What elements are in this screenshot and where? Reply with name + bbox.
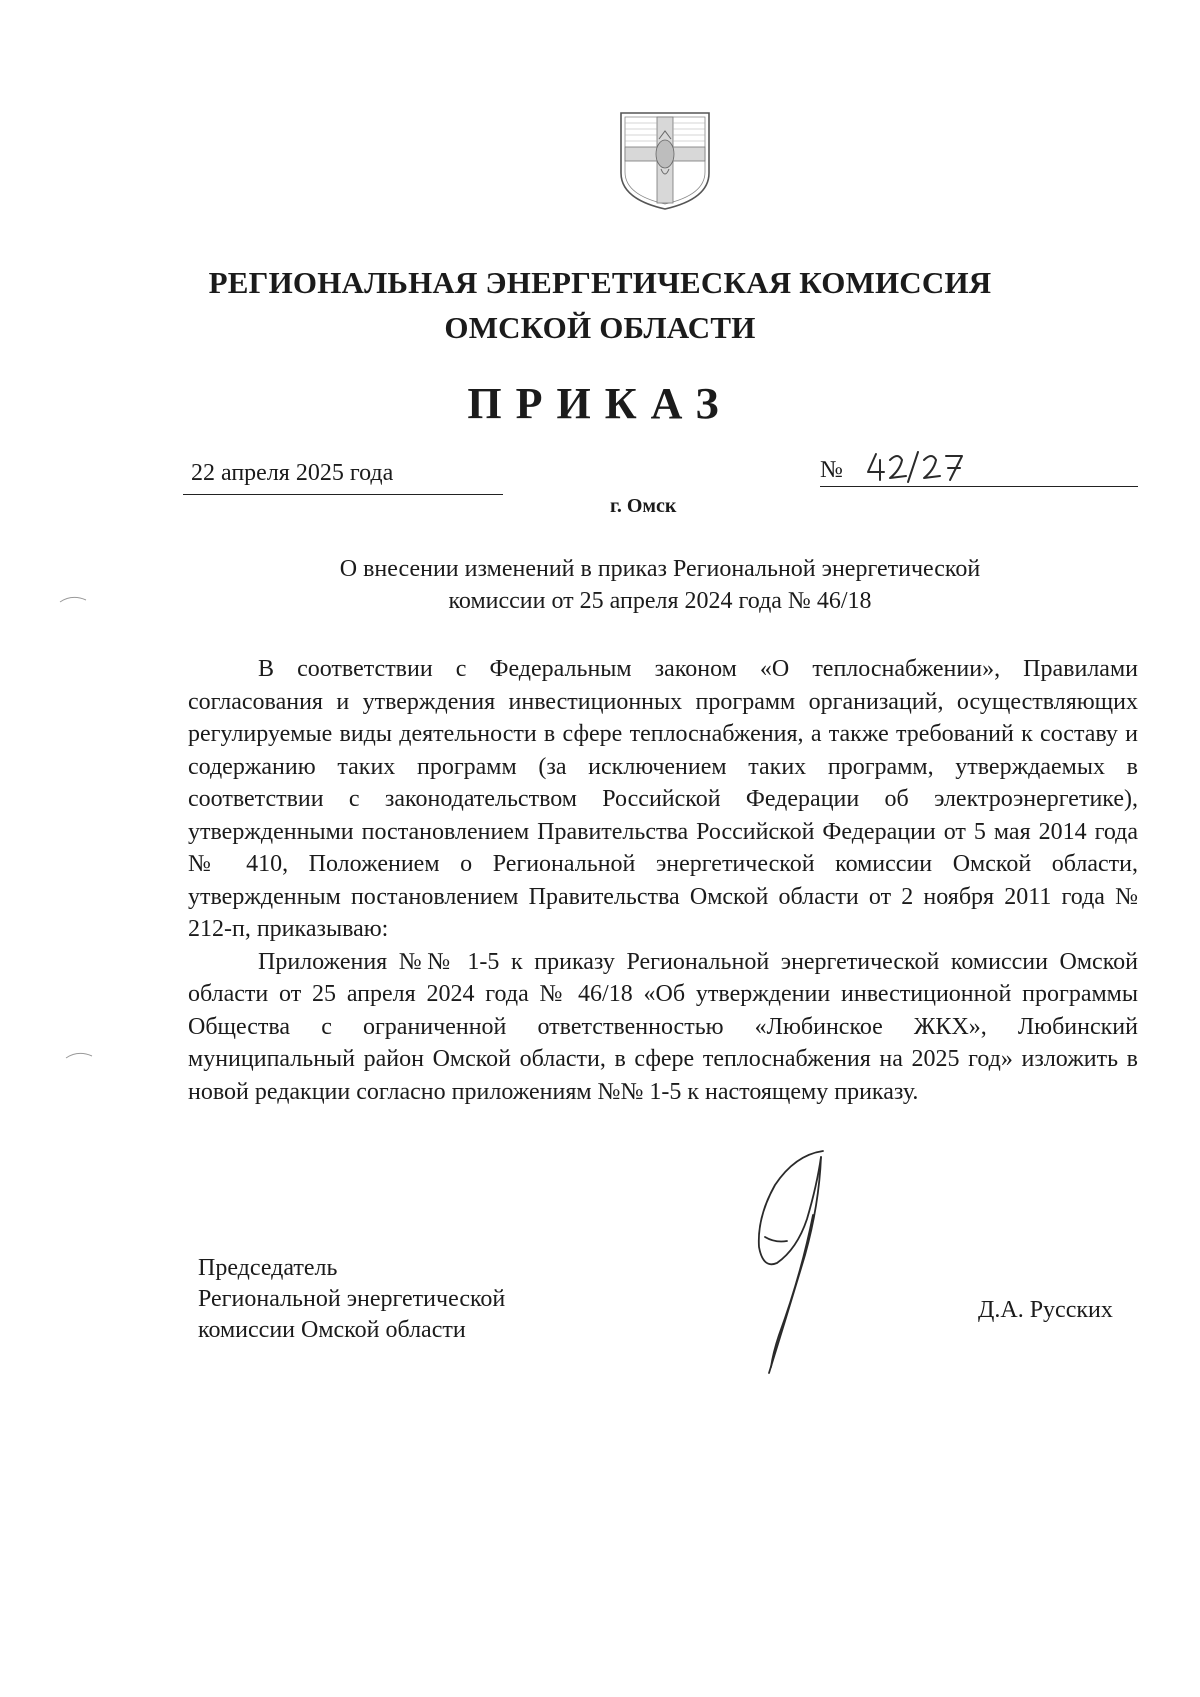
document-subject [190,553,1130,617]
scan-mark [64,1050,94,1060]
document-number-field [820,452,1138,487]
organization-name-line2: ОМСКОЙ ОБЛАСТИ [444,310,756,345]
handwritten-document-number [862,444,972,488]
body-paragraph-1: В соответствии с Федеральным законом «О теплоснабжении», Правилами согласования и утверждения инвестиционных программ организаций, осуществляющих регулируемые виды деятельности в сфере теплоснабжения, а также требований к составу и содержанию таких программ (за исключением таких программ, утверждаемых в соответствии с законодательством Российской Федерации об электроэнергетике), утвержденными постановлением Правительства Российской Федерации от 5 мая 2014 года № 410, Положением о Региональной энергетической комиссии Омской области, утвержденным постановлением Правительства Омской области от 2 ноября 2011 года № 212-п, приказываю: [188,656,1138,942]
scan-mark [58,594,88,604]
signer-title [198,1253,505,1346]
number-label: № [820,457,843,483]
subject-line1: О внесении изменений в приказ Региональной энергетической [339,556,981,582]
handwritten-signature [735,1145,845,1380]
organization-name-line1: РЕГИОНАЛЬНАЯ ЭНЕРГЕТИЧЕСКАЯ КОМИССИЯ [208,265,992,300]
signer-title-line1: Председатель [198,1255,338,1281]
body-paragraph-2: Приложения №№ 1-5 к приказу Региональной энергетической комиссии Омской области от 25 апреля 2024 года № 46/18 «Об утверждении инвестиционной программы Общества с ограниченной ответственностью «Любинское ЖКХ», Любинский муниципальный район Омской области, в сфере теплоснабжения на 2025 год» изложить в новой редакции согласно приложениям №№ 1-5 к настоящему приказу. [188,948,1138,1105]
signer-name: Д.А. Русских [978,1297,1113,1323]
document-body [188,653,1138,1108]
signer-title-line2: Региональной энергетической [198,1286,506,1312]
document-date-field [183,458,503,495]
document-date: 22 апреля 2025 года [191,460,394,486]
signer-title-line3: комиссии Омской области [198,1317,466,1343]
document-city: г. Омск [610,495,677,517]
subject-line2: комиссии от 25 апреля 2024 года № 46/18 [448,588,872,614]
document-type-title: ПРИКАЗ [467,379,733,428]
coat-of-arms-emblem [617,109,713,211]
